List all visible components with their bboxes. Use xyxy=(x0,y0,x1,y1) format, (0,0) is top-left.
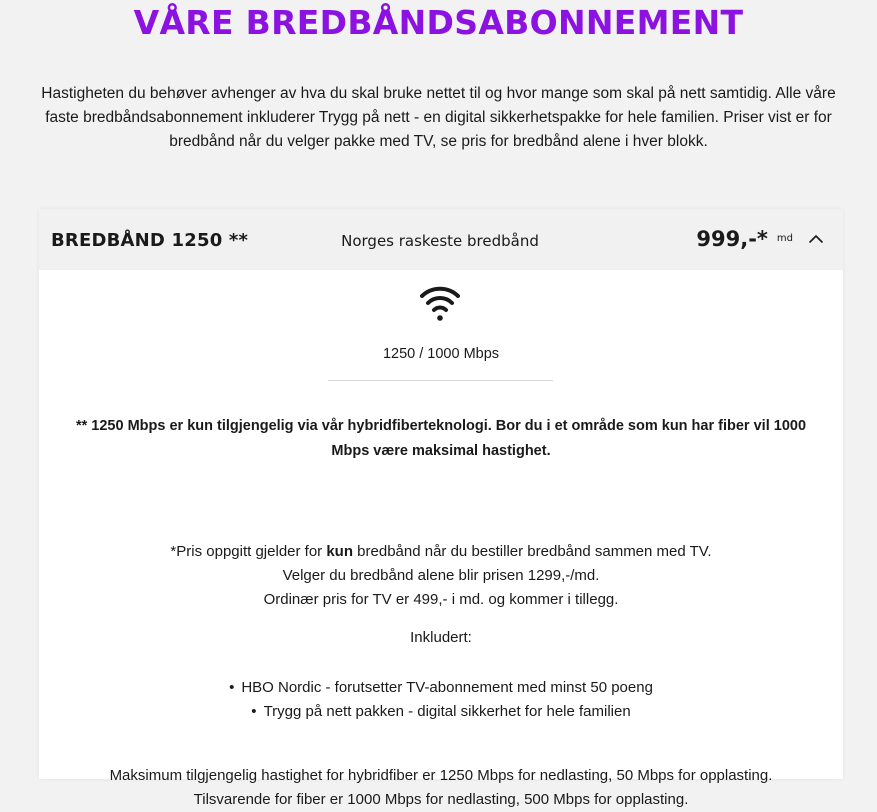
max-speed-note-line-1: Maksimum tilgjengelig hastighet for hybridfiber er 1250 Mbps for nedlasting, 50 Mbps for opplasting. xyxy=(109,767,773,784)
plan-price: 999,-* xyxy=(696,227,768,251)
feature-item-trygg: • Trygg på nett pakken - digital sikkerhet for hele familien xyxy=(39,700,843,724)
plan-card xyxy=(39,209,843,808)
page-title: VÅRE BREDBÅNDSABONNEMENT xyxy=(133,3,744,42)
max-speed-note-line-2: Tilsvarende for fiber er 1000 Mbps for nedlasting, 500 Mbps for opplasting. xyxy=(193,791,689,808)
price-note-line-3: Ordinær pris for TV er 499,- i md. og kommer i tillegg. xyxy=(263,591,619,608)
price-group xyxy=(696,225,793,253)
plan-card-header[interactable] xyxy=(39,209,843,270)
price-note xyxy=(39,540,843,612)
speed-text: 1250 / 1000 Mbps xyxy=(382,346,500,362)
price-note-line-1 xyxy=(39,540,843,564)
wifi-icon xyxy=(417,282,463,322)
price-unit: md xyxy=(776,233,793,244)
price-note-line-2: Velger du bredbånd alene blir prisen 1299,-/md. xyxy=(282,567,600,584)
plan-tagline: Norges raskeste bredbånd xyxy=(341,232,539,250)
price-note-line-1-end: bredbånd når du bestiller bredbånd sammen med TV. xyxy=(353,543,712,560)
price-note-emphasis: kun xyxy=(326,543,354,560)
included-label: Inkludert: xyxy=(410,629,472,646)
chevron-up-icon[interactable] xyxy=(807,230,825,248)
feature-list xyxy=(39,676,843,724)
max-speed-note xyxy=(39,764,843,812)
intro-text: Hastigheten du behøver avhenger av hva du skal bruke nettet til og hvor mange som skal på nett samtidig. Alle våre faste bredbåndsabonnement inkluderer Trygg på nett - en digital sikkerhetspakke for hele familien. Priser vist er for bredbånd når du velger pakke med TV, se pris for bredbånd alene i hver blokk. xyxy=(41,85,836,150)
price-note-line-1-start: *Pris oppgitt gjelder for xyxy=(170,543,327,560)
hybrid-fiber-note: ** 1250 Mbps er kun tilgjengelig via vår hybridfiberteknologi. Bor du i et område som kun har fiber vil 1000 Mbps være maksimal hastighet. xyxy=(75,418,807,459)
divider xyxy=(328,380,553,381)
feature-item-hbo: • HBO Nordic - forutsetter TV-abonnement med minst 50 poeng xyxy=(39,676,843,700)
plan-name: BREDBÅND 1250 ** xyxy=(51,230,249,251)
